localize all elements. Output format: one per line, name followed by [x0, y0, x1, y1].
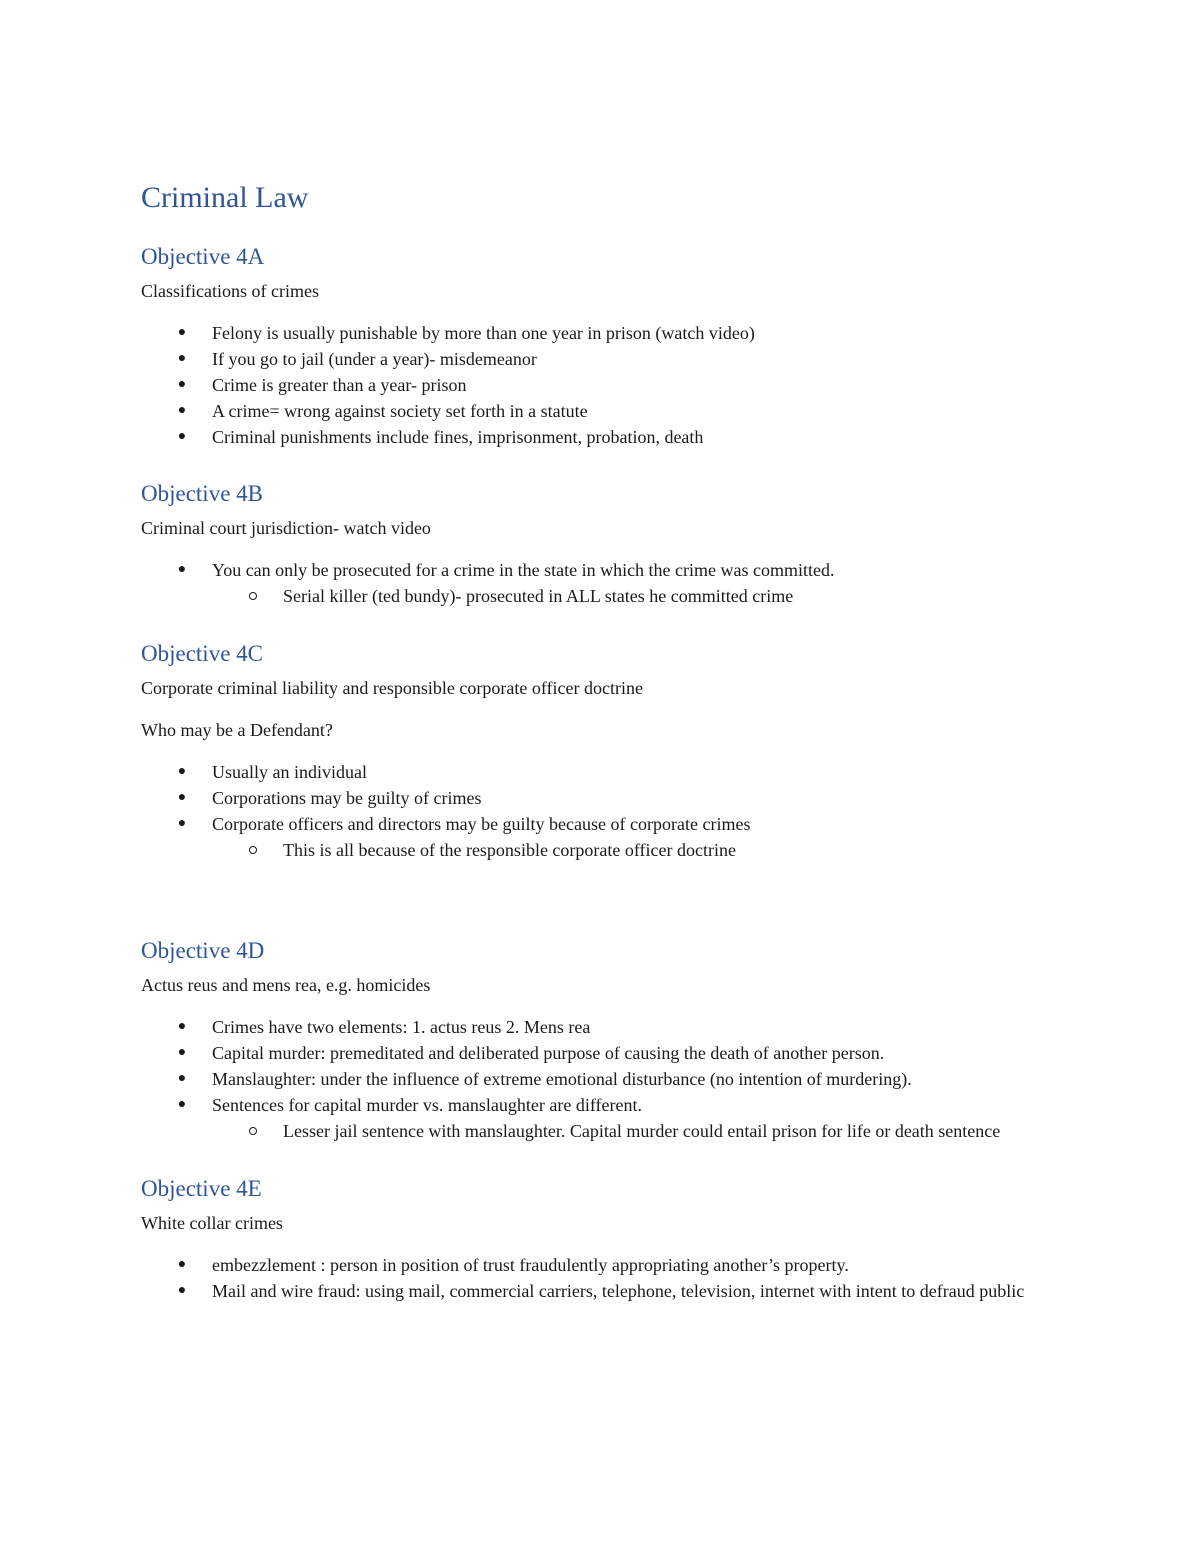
- bullet-dot-icon: ●: [177, 1283, 187, 1298]
- objective-section: [141, 242, 1061, 450]
- sub-list-item-text: Serial killer (ted bundy)- prosecuted in ALL states he committed crime: [283, 586, 794, 606]
- bullet-dot-icon: ●: [177, 403, 187, 418]
- list-item: [141, 346, 1061, 372]
- bullet-list: [141, 1014, 1061, 1144]
- list-item-text: Manslaughter: under the influence of extreme emotional disturbance (no intention of murdering).: [212, 1069, 912, 1089]
- sub-list-item: [212, 1118, 1061, 1144]
- sub-bullet-list: [212, 583, 1061, 609]
- objective-paragraph: Actus reus and mens rea, e.g. homicides: [141, 975, 431, 995]
- bullet-list: [141, 759, 1061, 863]
- list-item: [141, 557, 1061, 609]
- list-item-text: Sentences for capital murder vs. manslaughter are different.: [212, 1095, 642, 1115]
- sub-list-item-text: Lesser jail sentence with manslaughter. Capital murder could entail prison for life or death sentence: [283, 1121, 1001, 1141]
- list-item: [141, 811, 1061, 863]
- list-item-text: embezzlement : person in position of trust fraudulently appropriating another’s property.: [212, 1255, 849, 1275]
- bullet-dot-icon: ●: [177, 790, 187, 805]
- list-item: [141, 424, 1061, 450]
- list-item: [141, 372, 1061, 398]
- objective-heading: Objective 4C: [141, 641, 263, 666]
- list-item: [141, 1252, 1061, 1278]
- list-item-text: If you go to jail (under a year)- misdemeanor: [212, 349, 537, 369]
- list-item-text: Criminal punishments include fines, imprisonment, probation, death: [212, 427, 704, 447]
- bullet-dot-icon: ●: [177, 1045, 187, 1060]
- bullet-dot-icon: ●: [177, 1019, 187, 1034]
- list-item: [141, 1066, 1061, 1092]
- objectives-container: [141, 242, 1061, 1304]
- list-item: [141, 785, 1061, 811]
- list-item-text: Crimes have two elements: 1. actus reus 2. Mens rea: [212, 1017, 591, 1037]
- list-item: [141, 320, 1061, 346]
- list-item-text: Crime is greater than a year- prison: [212, 375, 467, 395]
- objective-section: [141, 936, 1061, 1144]
- hollow-circle-bullet-icon: [249, 592, 257, 600]
- sub-bullet-list: [212, 837, 1061, 863]
- sub-bullet-list: [212, 1118, 1061, 1144]
- objective-section: [141, 479, 1061, 609]
- objective-heading: Objective 4A: [141, 244, 265, 269]
- bullet-dot-icon: ●: [177, 429, 187, 444]
- bullet-dot-icon: ●: [177, 1097, 187, 1112]
- bullet-dot-icon: ●: [177, 1071, 187, 1086]
- hollow-circle-bullet-icon: [249, 1127, 257, 1135]
- objective-paragraph: Criminal court jurisdiction- watch video: [141, 518, 431, 538]
- sub-list-item-text: This is all because of the responsible corporate officer doctrine: [283, 840, 736, 860]
- list-item: [141, 759, 1061, 785]
- bullet-dot-icon: ●: [177, 562, 187, 577]
- bullet-list: [141, 1252, 1061, 1304]
- bullet-list: [141, 320, 1061, 450]
- objective-section: [141, 639, 1061, 863]
- hollow-circle-bullet-icon: [249, 846, 257, 854]
- list-item-text: Felony is usually punishable by more than one year in prison (watch video): [212, 323, 755, 343]
- bullet-dot-icon: ●: [177, 377, 187, 392]
- objective-heading: Objective 4B: [141, 481, 263, 506]
- bullet-dot-icon: ●: [177, 325, 187, 340]
- bullet-list: [141, 557, 1061, 609]
- document-title: Criminal Law: [141, 181, 309, 214]
- bullet-dot-icon: ●: [177, 764, 187, 779]
- objective-paragraph: White collar crimes: [141, 1213, 283, 1233]
- list-item: [141, 1040, 1061, 1066]
- sub-list-item: [212, 837, 1061, 863]
- list-item-text: Corporate officers and directors may be guilty because of corporate crimes: [212, 814, 751, 834]
- bullet-dot-icon: ●: [177, 351, 187, 366]
- sub-list-item: [212, 583, 1061, 609]
- objective-paragraph: Classifications of crimes: [141, 281, 319, 301]
- document-page: [141, 178, 1061, 1304]
- bullet-dot-icon: ●: [177, 1257, 187, 1272]
- list-item: [141, 398, 1061, 424]
- list-item-text: A crime= wrong against society set forth in a statute: [212, 401, 588, 421]
- list-item-text: Mail and wire fraud: using mail, commercial carriers, telephone, television, internet with intent to defraud public: [212, 1281, 1025, 1301]
- list-item: [141, 1092, 1061, 1144]
- bullet-dot-icon: ●: [177, 816, 187, 831]
- objective-section: [141, 1174, 1061, 1304]
- objective-heading: Objective 4E: [141, 1176, 262, 1201]
- objective-paragraph: Who may be a Defendant?: [141, 720, 333, 740]
- list-item: [141, 1014, 1061, 1040]
- list-item-text: Usually an individual: [212, 762, 367, 782]
- objective-paragraph: Corporate criminal liability and responsible corporate officer doctrine: [141, 678, 643, 698]
- list-item-text: Capital murder: premeditated and deliberated purpose of causing the death of another person.: [212, 1043, 885, 1063]
- list-item-text: You can only be prosecuted for a crime in the state in which the crime was committed.: [212, 560, 835, 580]
- list-item-text: Corporations may be guilty of crimes: [212, 788, 482, 808]
- list-item: [141, 1278, 1061, 1304]
- objective-heading: Objective 4D: [141, 938, 265, 963]
